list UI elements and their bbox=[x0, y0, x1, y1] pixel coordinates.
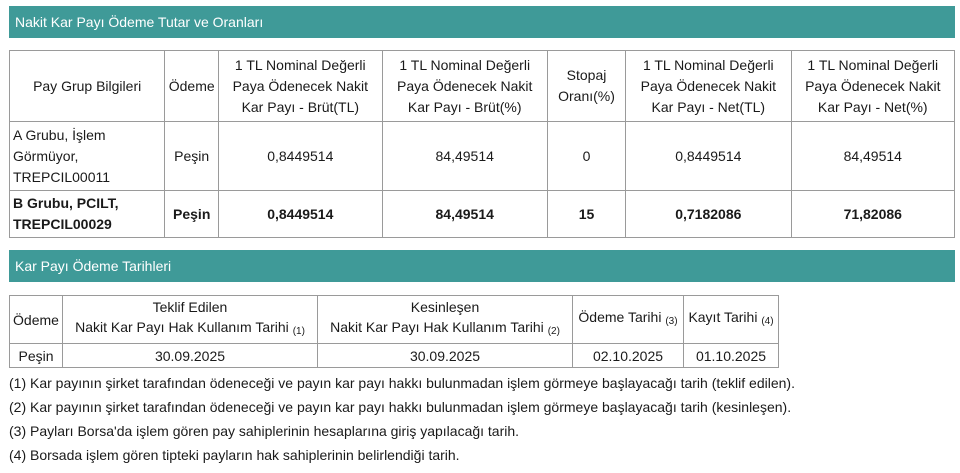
table-cell: 84,49514 bbox=[791, 122, 954, 191]
section-title: Nakit Kar Payı Ödeme Tutar ve Oranları bbox=[15, 14, 264, 30]
header-text: Ödeme Tarihi bbox=[578, 309, 662, 325]
table-row bbox=[10, 344, 779, 368]
footnotes bbox=[9, 371, 795, 467]
table-cell: Peşin bbox=[10, 344, 63, 368]
table-cell: 0,8449514 bbox=[219, 191, 382, 238]
column-header-odeme-tarihi bbox=[573, 296, 684, 344]
table-cell: 01.10.2025 bbox=[684, 344, 779, 368]
table-cell: Peşin bbox=[165, 191, 219, 238]
footnote-ref: (4) bbox=[761, 316, 774, 327]
dividend-amounts-table bbox=[9, 50, 955, 238]
header-line: Kesinleşen bbox=[410, 299, 480, 315]
table-cell: 0,8449514 bbox=[626, 122, 791, 191]
column-header: 1 TL Nominal Değerli Paya Ödenecek Nakit Kar Payı - Brüt(TL) bbox=[219, 51, 382, 122]
column-header: 1 TL Nominal Değerli Paya Ödenecek Nakit Kar Payı - Net(%) bbox=[791, 51, 954, 122]
column-header-odeme: Ödeme bbox=[10, 296, 63, 344]
header-text: Nakit Kar Payı Hak Kullanım Tarihi bbox=[75, 319, 289, 335]
table-cell: 0,8449514 bbox=[219, 122, 382, 191]
footnote-3: (3) Payları Borsa'da işlem gören pay sahiplerinin hesaplarına giriş yapılacağı tarih. bbox=[9, 423, 520, 439]
footnote-4: (4) Borsada işlem gören tipteki payların hak sahiplerinin belirlendiği tarih. bbox=[9, 447, 460, 463]
table-header-row bbox=[10, 296, 779, 344]
column-header-kayit-tarihi bbox=[684, 296, 779, 344]
table-cell: 30.09.2025 bbox=[63, 344, 318, 368]
footnote-ref: (2) bbox=[547, 326, 560, 337]
column-header: Stopaj Oranı(%) bbox=[547, 51, 625, 122]
table-cell: 71,82086 bbox=[791, 191, 954, 238]
table-cell: 84,49514 bbox=[382, 122, 547, 191]
footnote-2: (2) Kar payının şirket tarafından ödeneceği ve payın kar payı hakkı bulunmadan işlem görmeye başlayacağı tarih (kesinleşen). bbox=[9, 399, 792, 415]
header-line bbox=[65, 317, 315, 342]
table-cell: 84,49514 bbox=[382, 191, 547, 238]
header-text: Kayıt Tarihi bbox=[688, 309, 758, 325]
footnote-ref: (3) bbox=[665, 316, 678, 327]
column-header: Pay Grup Bilgileri bbox=[10, 51, 165, 122]
column-header: 1 TL Nominal Değerli Paya Ödenecek Nakit Kar Payı - Brüt(%) bbox=[382, 51, 547, 122]
column-header: 1 TL Nominal Değerli Paya Ödenecek Nakit Kar Payı - Net(TL) bbox=[626, 51, 791, 122]
footnote-1: (1) Kar payının şirket tarafından ödeneceği ve payın kar payı hakkı bulunmadan işlem görmeye başlayacağı tarih (teklif edilen). bbox=[9, 375, 795, 391]
header-line: Teklif Edilen bbox=[152, 299, 228, 315]
section-header-amounts bbox=[9, 6, 955, 38]
table-cell: B Grubu, PCILT, TREPCIL00029 bbox=[10, 191, 165, 238]
table-row bbox=[10, 122, 955, 191]
table-cell: 0 bbox=[547, 122, 625, 191]
footnote-ref: (1) bbox=[292, 326, 305, 337]
table-cell: A Grubu, İşlem Görmüyor, TREPCIL00011 bbox=[10, 122, 165, 191]
column-header-teklif bbox=[63, 296, 318, 344]
table-row bbox=[10, 191, 955, 238]
table-cell: 30.09.2025 bbox=[318, 344, 573, 368]
section-header-dates bbox=[9, 250, 955, 282]
dividend-dates-table bbox=[9, 295, 779, 368]
column-header: Ödeme bbox=[165, 51, 219, 122]
table-header-row bbox=[10, 51, 955, 122]
table-cell: 15 bbox=[547, 191, 625, 238]
header-text: Nakit Kar Payı Hak Kullanım Tarihi bbox=[330, 319, 544, 335]
section-title: Kar Payı Ödeme Tarihleri bbox=[15, 258, 172, 274]
table-cell: Peşin bbox=[165, 122, 219, 191]
header-line bbox=[320, 317, 570, 342]
table-cell: 0,7182086 bbox=[626, 191, 791, 238]
table-cell: 02.10.2025 bbox=[573, 344, 684, 368]
column-header-kesin bbox=[318, 296, 573, 344]
